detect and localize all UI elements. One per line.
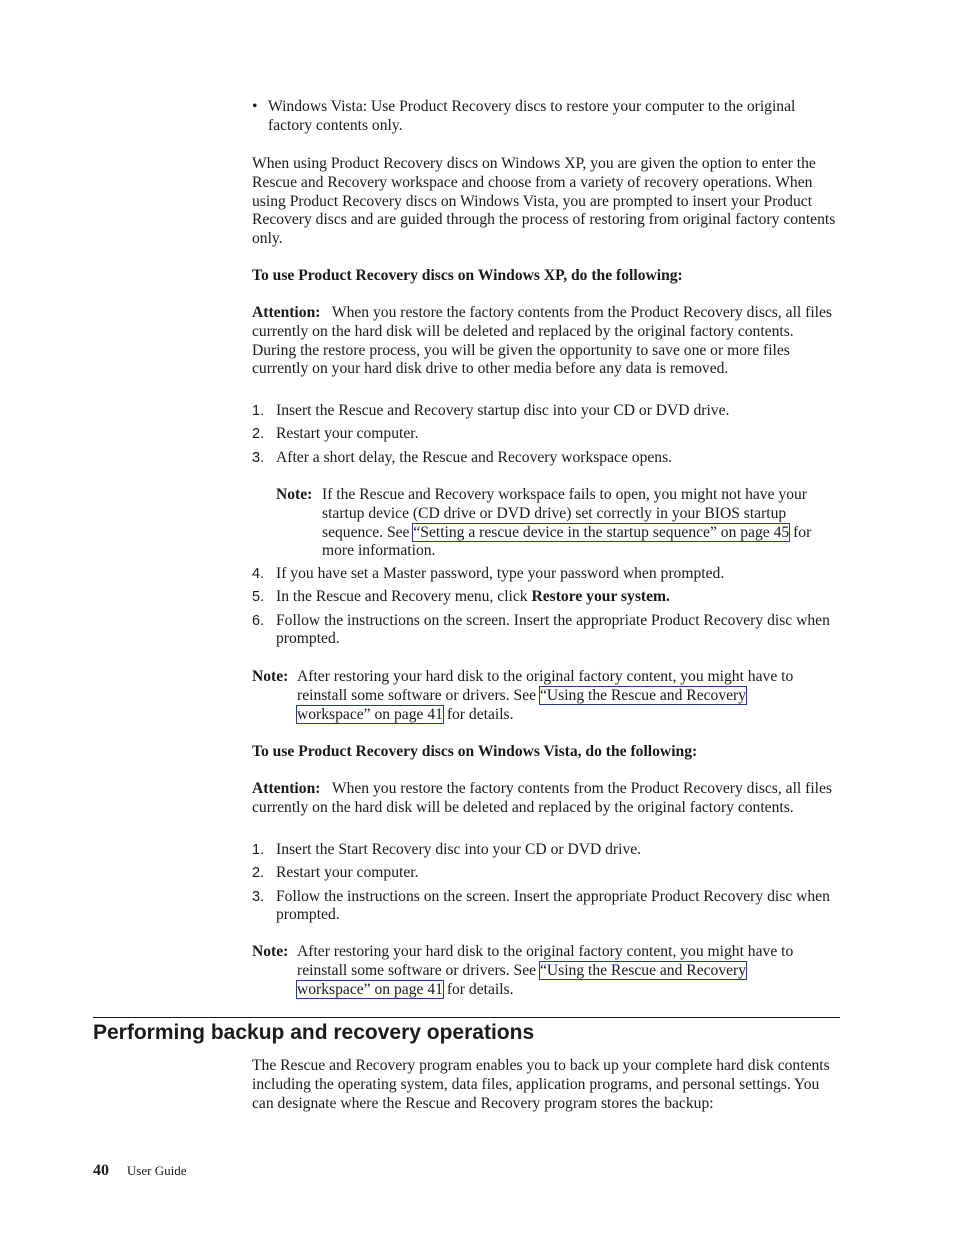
- note-body: [297, 943, 812, 999]
- vista-note: [252, 943, 812, 999]
- note-text: If the Rescue and Recovery workspace fails to open, you might not have your startup device (CD drive or DVD drive) set correctly in your BIOS startup sequence. See: [322, 486, 807, 541]
- note-label: Note:: [252, 668, 289, 685]
- note-label: Note:: [276, 486, 313, 503]
- section-paragraph: The Rescue and Recovery program enables you to back up your complete hard disk contents including the operating system, data files, application programs, and personal settings. You can designate where the Rescue and Recovery program stores the backup:: [252, 1057, 830, 1112]
- page-number: 40: [93, 1162, 109, 1179]
- vista-attention-text: When you restore the factory contents from the Product Recovery discs, all files currently on the hard disk will be deleted and replaced by the original factory contents.: [252, 780, 833, 816]
- list-item: [252, 565, 838, 584]
- note-body: [297, 668, 812, 724]
- bullet-symbol: •: [252, 98, 258, 115]
- step-number: 1.: [252, 842, 265, 858]
- xp-steps-list-cont: [252, 565, 838, 649]
- section-heading: Performing backup and recovery operations: [93, 1021, 535, 1044]
- xp-attention: [252, 304, 838, 379]
- list-item: [252, 888, 838, 926]
- restore-system-menu-option: Restore your system.: [531, 588, 670, 606]
- note-text: After restoring your hard disk to the original factory content, you might have to reinstall some software or drivers. See: [297, 943, 794, 979]
- step-text: Restart your computer.: [276, 864, 419, 882]
- step-text: Restart your computer.: [276, 425, 419, 443]
- intro-paragraph: When using Product Recovery discs on Windows XP, you are given the option to enter the Rescue and Recovery workspace and choose from a variety of recovery operations. When using Product Recovery discs on Windows Vista, you are prompted to insert your Product Recovery discs and are guided through the process of restoring from original factory contents only.: [252, 155, 836, 248]
- note-text-after: for details.: [442, 705, 514, 723]
- list-item: [252, 612, 838, 650]
- note-body: [322, 486, 838, 561]
- xp-heading: To use Product Recovery discs on Windows XP, do the following:: [252, 267, 683, 284]
- step-text: If you have set a Master password, type your password when prompted.: [276, 565, 725, 582]
- list-item: [252, 449, 838, 468]
- page-footer: [93, 1162, 186, 1181]
- step-number: 4.: [252, 566, 265, 582]
- step-number: 3.: [252, 449, 265, 466]
- step-text: Insert the Rescue and Recovery startup disc into your CD or DVD drive.: [276, 402, 730, 419]
- step-number: 2.: [252, 426, 265, 443]
- list-item: [252, 425, 838, 444]
- step-number: 1.: [252, 403, 265, 419]
- xp-step3-note: [276, 486, 838, 561]
- footer-title: User Guide: [126, 1163, 187, 1178]
- step-number: 3.: [252, 888, 265, 905]
- step-text: Follow the instructions on the screen. Insert the appropriate Product Recovery disc when prompted.: [276, 887, 830, 924]
- vista-heading: To use Product Recovery discs on Windows Vista, do the following:: [252, 743, 698, 760]
- list-item: [252, 588, 838, 607]
- xp-steps-list: [252, 402, 838, 467]
- bullet-item: [252, 98, 822, 136]
- step-text: After a short delay, the Rescue and Recovery workspace opens.: [276, 448, 673, 466]
- section-divider: [93, 1017, 840, 1018]
- bullet-text: Windows Vista: Use Product Recovery discs to restore your computer to the original factory contents only.: [268, 98, 796, 134]
- list-item: [252, 864, 838, 883]
- step-text: In the Rescue and Recovery menu, click: [276, 588, 532, 606]
- list-item: [252, 841, 838, 860]
- vista-attention: [252, 780, 838, 818]
- note-text: After restoring your hard disk to the original factory content, you might have to reinstall some software or drivers. See: [297, 668, 794, 704]
- step-number: 5.: [252, 589, 265, 606]
- xp-attention-text: When you restore the factory contents from the Product Recovery discs, all files currently on the hard disk will be deleted and replaced by the original factory contents. During the restore process, you will be given the opportunity to save one or more files currently on your hard disk drive to other media before any data is removed.: [252, 304, 833, 378]
- rescue-workspace-link[interactable]: “Using the Rescue and Recovery workspace” on page 41: [297, 961, 747, 998]
- list-item: [252, 402, 838, 421]
- note-label: Note:: [252, 943, 289, 960]
- note-text-after: for more information.: [322, 523, 812, 560]
- vista-attention-label: Attention:: [252, 780, 321, 797]
- step-number: 6.: [252, 612, 265, 629]
- step-text: Follow the instructions on the screen. Insert the appropriate Product Recovery disc when prompted.: [276, 611, 830, 648]
- startup-sequence-link[interactable]: “Setting a rescue device in the startup sequence” on page 45: [413, 523, 790, 541]
- note-text-after: for details.: [442, 980, 514, 998]
- vista-steps-list: [252, 841, 838, 925]
- rescue-workspace-link[interactable]: “Using the Rescue and Recovery workspace” on page 41: [297, 686, 747, 723]
- xp-attention-label: Attention:: [252, 304, 321, 321]
- step-number: 2.: [252, 865, 265, 882]
- step-text: Insert the Start Recovery disc into your CD or DVD drive.: [276, 841, 642, 858]
- xp-note: [252, 668, 812, 724]
